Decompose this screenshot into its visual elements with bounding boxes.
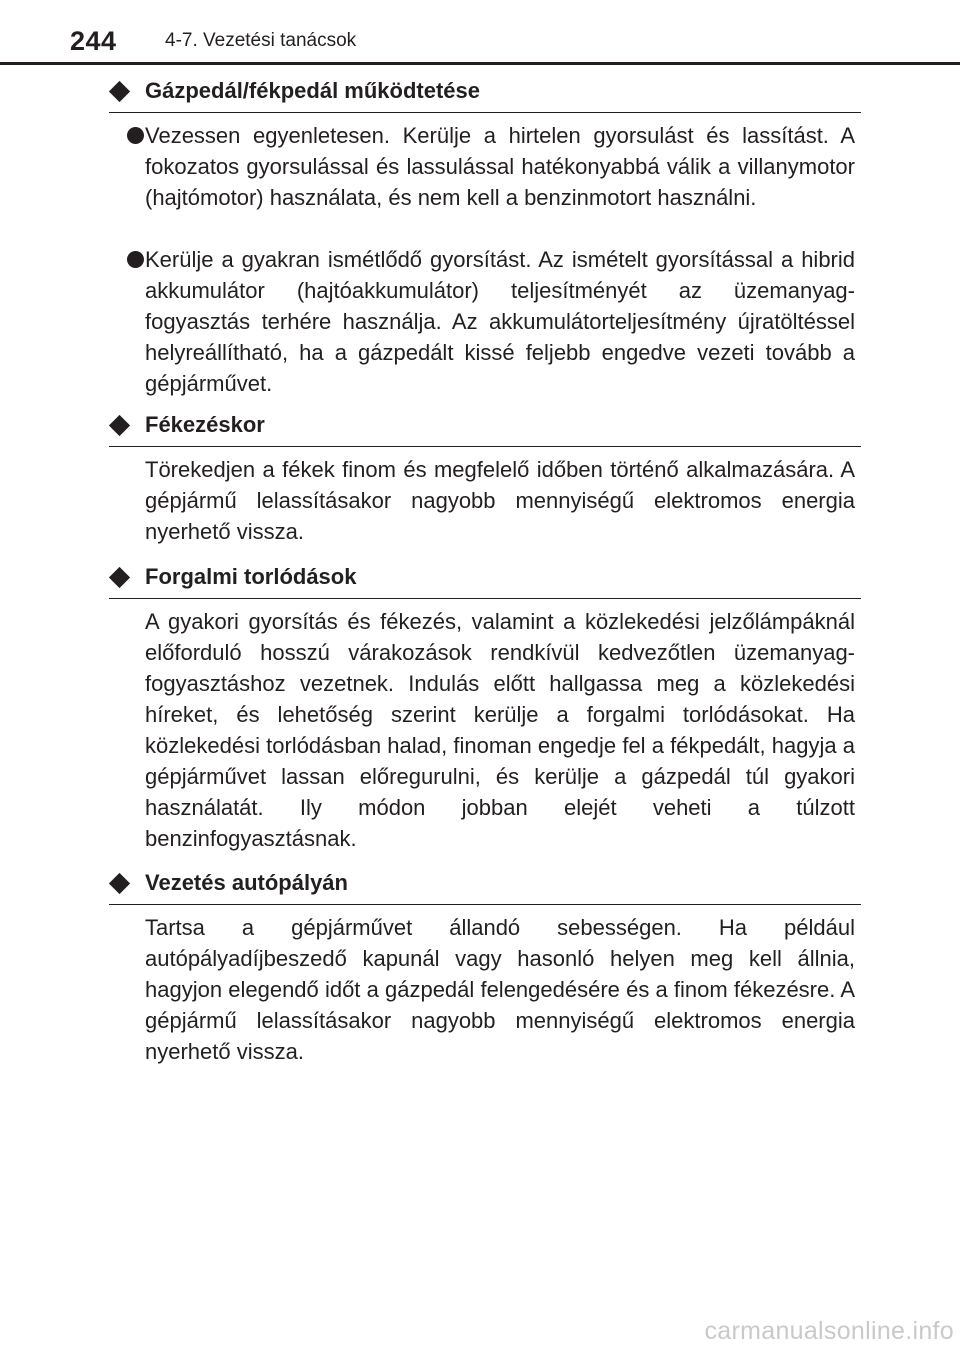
body-paragraph: A gyakori gyorsítás és fékezés, valamint a közlekedési jelzőlámpáknál előforduló hosszú várakozások rendkívül kedvezőtlen üzemanyag-fogyasztáshoz vezetnek. Indulás előtt hallgassa meg a közlekedési híreket, és lehetőség szerint kerülje a forgalmi torlódásokat. Ha közlekedési torlódásban halad, finoman engedje fel a fékpedált, hagyja a gépjárművet lassan előregurulni, és kerülje a gázpedál túl gyakori használatát. Ily módon jobban elejét veheti a túlzott benzinfogyasztásnak. — [145, 609, 855, 851]
list-item-text: Vezessen egyenletesen. Kerülje a hirtelen gyorsulást és lassítást. A fokozatos gyorsulással és lassulással hatékonyabbá válik a villanymotor (hajtómotor) használata, és nem kell a benzinmotort használni. — [145, 123, 855, 210]
diamond-bullet-icon — [109, 873, 130, 894]
circle-bullet-icon — [127, 127, 144, 144]
diamond-bullet-icon — [109, 81, 130, 102]
body-paragraph: Törekedjen a fékek finom és megfelelő időben történő alkalmazására. A gépjármű lelassításakor nagyobb mennyiségű elektromos energia nyerhető vissza. — [145, 457, 855, 544]
list-item-text: Kerülje a gyakran ismétlődő gyorsítást. Az ismételt gyorsítással a hibrid akkumulátor (hajtóakkumulátor) teljesítményét az üzemanyag-fogyasztás terhére használja. Az akkumulátorteljesítmény újratöltéssel helyreállítható, ha a gázpedált kissé feljebb engedve vezeti tovább a gépjárművet. — [145, 247, 855, 396]
diamond-bullet-icon — [109, 567, 130, 588]
list-item — [145, 244, 855, 399]
section-heading — [109, 868, 861, 905]
section-heading — [109, 562, 861, 599]
section-title: Gázpedál/fékpedál működtetése — [145, 78, 480, 103]
page-number: 244 — [70, 26, 117, 56]
header-divider — [0, 62, 960, 65]
chapter-title: 4-7. Vezetési tanácsok — [165, 30, 357, 51]
watermark: carmanualsonline.info — [704, 1317, 954, 1345]
section-title: Fékezéskor — [145, 412, 265, 437]
list-item — [145, 120, 855, 213]
body-paragraph: Tartsa a gépjárművet állandó sebességen. Ha például autópályadíjbeszedő kapunál vagy hasonló helyen meg kell állnia, hagyjon elegendő időt a gázpedál felengedésére és a finom fékezésre. A gépjármű lelassításakor nagyobb mennyiségű elektromos energia nyerhető vissza. — [145, 915, 855, 1064]
section-heading — [109, 410, 861, 447]
section-title: Forgalmi torlódások — [145, 564, 357, 589]
section-heading — [109, 76, 861, 113]
page-header — [0, 0, 960, 68]
circle-bullet-icon — [127, 251, 144, 268]
diamond-bullet-icon — [109, 415, 130, 436]
section-title: Vezetés autópályán — [145, 870, 348, 895]
